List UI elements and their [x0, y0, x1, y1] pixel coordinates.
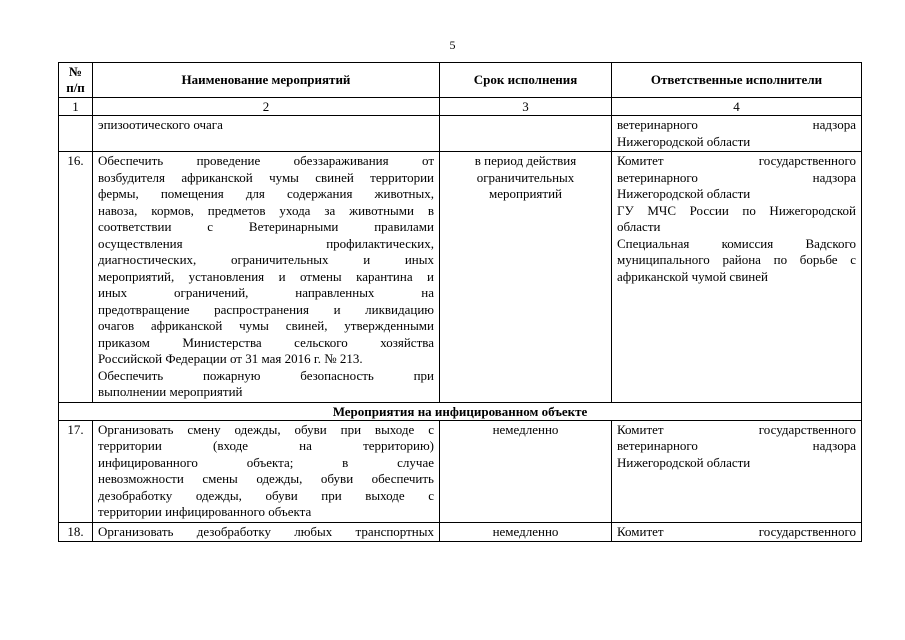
text-line: иных ограничений, направленных на [98, 285, 434, 300]
text-line: территории инфицированного объекта [98, 504, 312, 519]
measure-name [93, 420, 440, 522]
row-number: 17. [59, 420, 93, 522]
text-line: ветеринарного надзора [617, 438, 856, 453]
measure-name [93, 522, 440, 542]
text-line: Нижегородской области [617, 186, 751, 201]
text-line: мероприятий, установления и отмены карантина и [98, 268, 434, 284]
text-line: Обеспечить пожарную безопасность при [98, 367, 434, 383]
text-line: ГУ МЧС России по Нижегородской [617, 202, 856, 218]
col-number-4: 4 [612, 98, 862, 116]
text-line: Нижегородской области [617, 133, 751, 149]
text-line: Комитет государственного [617, 153, 856, 168]
measure-name [93, 116, 440, 152]
row-number [59, 116, 93, 152]
measure-responsible [612, 420, 862, 522]
text-line: территории (входе на территорию) [98, 438, 434, 453]
measure-term [440, 116, 612, 152]
text-line: ветеринарного надзора [617, 117, 856, 132]
text-line: Специальная комиссия Вадского [617, 235, 856, 251]
text-line: Российской Федерации от 31 мая 2016 г. № 213. [98, 351, 363, 366]
header-name: Наименование мероприятий [93, 63, 440, 98]
text-line: дезобработку одежды, обуви при выходе с [98, 487, 434, 503]
text-line: африканской чумой свиней [617, 268, 768, 284]
row-number: 16. [59, 152, 93, 403]
text-line: диагностических, ограничительных и иных [98, 252, 434, 267]
col-number-1: 1 [59, 98, 93, 116]
measures-table [58, 62, 862, 542]
text-line: инфицированного объекта; в случае [98, 454, 434, 470]
measure-responsible [612, 152, 862, 403]
table-row [59, 522, 862, 542]
text-line: приказом Министерства сельского хозяйства [98, 334, 434, 350]
col-number-2: 2 [93, 98, 440, 116]
text-line: Организовать дезобработку любых транспортных [98, 523, 434, 539]
text-line: фермы, помещения для содержания животных, [98, 186, 434, 201]
col-number-3: 3 [440, 98, 612, 116]
text-line: мероприятий [489, 186, 562, 201]
section-title: Мероприятия на инфицированном объекте [59, 402, 862, 420]
text-line: Нижегородской области [617, 454, 751, 470]
text-line: невозможности смены одежды, обуви обеспечить [98, 471, 434, 486]
row-number: 18. [59, 522, 93, 542]
text-line: навоза, кормов, предметов ухода за животными в [98, 202, 434, 218]
table-row [59, 420, 862, 522]
header-term: Срок исполнения [440, 63, 612, 98]
text-line: Комитет государственного [617, 421, 856, 437]
text-line: Обеспечить проведение обеззараживания от [98, 153, 434, 168]
text-line: в период действия [474, 153, 577, 168]
text-line: ветеринарного надзора [617, 169, 856, 185]
text-line: муниципального района по борьбе с [617, 252, 856, 267]
table-row [59, 116, 862, 152]
section-row [59, 402, 862, 420]
header-row [59, 63, 862, 98]
text-line: эпизоотического очага [98, 117, 223, 132]
header-num: № п/п [59, 63, 93, 98]
text-line: ограничительных [476, 169, 575, 185]
text-line: Организовать смену одежды, обуви при выходе с [98, 421, 434, 437]
page-number: 5 [449, 38, 456, 52]
column-number-row [59, 98, 862, 116]
measure-responsible [612, 522, 862, 542]
header-responsible: Ответственные исполнители [612, 63, 862, 98]
measure-responsible [612, 116, 862, 152]
text-line: очагов африканской чумы свиней, утвержденными [98, 318, 434, 333]
measure-term [440, 152, 612, 403]
table-row [59, 152, 862, 403]
text-line: выполнении мероприятий [98, 384, 243, 399]
text-line: Комитет государственного [617, 523, 856, 539]
measure-name [93, 152, 440, 403]
text-line: области [617, 219, 661, 234]
measure-term: немедленно [440, 522, 612, 542]
text-line: возбудителя африканской чумы свиней территории [98, 169, 434, 185]
text-line: соответствии с Ветеринарными правилами [98, 219, 434, 234]
text-line: предотвращение распространения и ликвидацию [98, 301, 434, 317]
measure-term: немедленно [440, 420, 612, 522]
text-line: осуществления профилактических, [98, 235, 434, 251]
